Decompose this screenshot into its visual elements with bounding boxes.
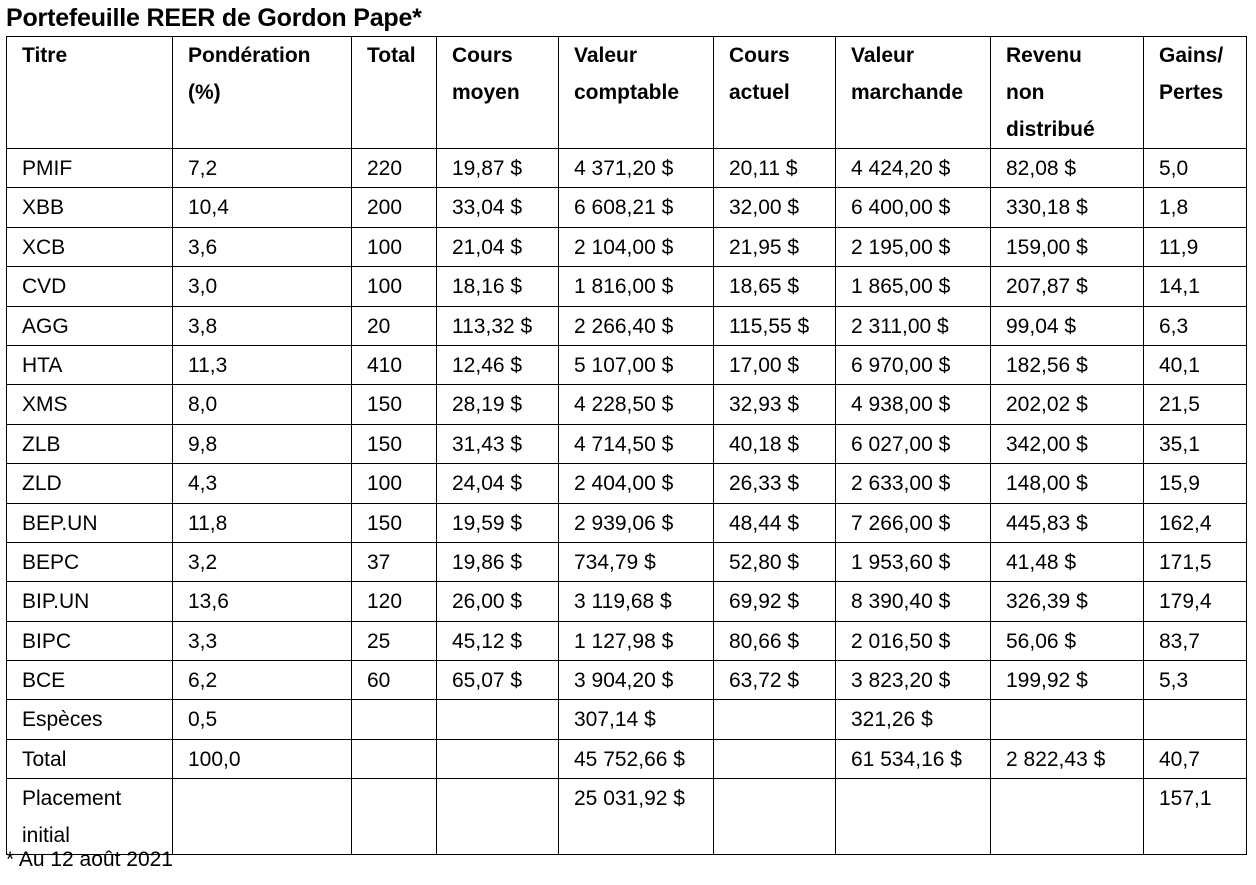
table-cell xyxy=(991,779,1144,855)
table-cell: 2 104,00 $ xyxy=(559,227,714,266)
table-cell: 4,3 xyxy=(173,464,352,503)
table-cell: 65,07 $ xyxy=(437,661,559,700)
table-cell: 56,06 $ xyxy=(991,621,1144,660)
header-line: Pondération xyxy=(188,44,311,67)
header-line: Valeur xyxy=(851,44,915,67)
table-cell: 150 xyxy=(352,385,437,424)
table-row xyxy=(7,149,1247,188)
table-cell: 6 608,21 $ xyxy=(559,188,714,227)
table-cell: 37 xyxy=(352,542,437,581)
page-title: Portefeuille REER de Gordon Pape* xyxy=(6,4,422,32)
table-cell: 14,1 xyxy=(1144,267,1247,306)
table-cell: 5,0 xyxy=(1144,149,1247,188)
table-cell: 19,59 $ xyxy=(437,503,559,542)
table-cell xyxy=(1144,700,1247,739)
table-cell: 445,83 $ xyxy=(991,503,1144,542)
header-valeur-marchande xyxy=(836,37,991,149)
table-cell: 19,86 $ xyxy=(437,542,559,581)
table-cell: 25 xyxy=(352,621,437,660)
table-cell: 2 266,40 $ xyxy=(559,306,714,345)
table-cell: 199,92 $ xyxy=(991,661,1144,700)
table-row xyxy=(7,464,1247,503)
table-cell: XMS xyxy=(7,385,173,424)
table-row xyxy=(7,621,1247,660)
table-cell: 3,8 xyxy=(173,306,352,345)
header-line: Revenu xyxy=(1006,44,1082,67)
table-cell: 3,3 xyxy=(173,621,352,660)
header-line: Cours xyxy=(729,44,790,67)
table-cell: 2 939,06 $ xyxy=(559,503,714,542)
table-cell: 4 371,20 $ xyxy=(559,149,714,188)
table-cell: BCE xyxy=(7,661,173,700)
table-row xyxy=(7,385,1247,424)
table-cell: 15,9 xyxy=(1144,464,1247,503)
table-cell: 19,87 $ xyxy=(437,149,559,188)
header-valeur-comptable xyxy=(559,37,714,149)
table-cell: 3 823,20 $ xyxy=(836,661,991,700)
header-line: distribué xyxy=(1006,118,1095,141)
table-cell: 6,2 xyxy=(173,661,352,700)
table-cell: 200 xyxy=(352,188,437,227)
table-cell: 20,11 $ xyxy=(714,149,836,188)
table-cell: 5 107,00 $ xyxy=(559,345,714,384)
table-cell: 11,9 xyxy=(1144,227,1247,266)
table-row xyxy=(7,227,1247,266)
table-cell: BEPC xyxy=(7,542,173,581)
table-cell: 41,48 $ xyxy=(991,542,1144,581)
header-line: Cours xyxy=(452,44,513,67)
table-row xyxy=(7,267,1247,306)
table-cell: 207,87 $ xyxy=(991,267,1144,306)
table-cell: 69,92 $ xyxy=(714,582,836,621)
table-cell: 734,79 $ xyxy=(559,542,714,581)
table-cell: 82,08 $ xyxy=(991,149,1144,188)
table-cell: 113,32 $ xyxy=(437,306,559,345)
table-cell: 24,04 $ xyxy=(437,464,559,503)
table-cell: 20 xyxy=(352,306,437,345)
table-cell: 150 xyxy=(352,424,437,463)
table-cell xyxy=(991,700,1144,739)
table-cell xyxy=(714,779,836,855)
table-cell: CVD xyxy=(7,267,173,306)
header-revenu-non-distribue xyxy=(991,37,1144,149)
table-cell: 6 400,00 $ xyxy=(836,188,991,227)
table-row xyxy=(7,188,1247,227)
table-cell xyxy=(437,700,559,739)
table-cell: 307,14 $ xyxy=(559,700,714,739)
table-cell: 342,00 $ xyxy=(991,424,1144,463)
table-cell: 61 534,16 $ xyxy=(836,739,991,778)
table-cell: HTA xyxy=(7,345,173,384)
table-cell: 2 016,50 $ xyxy=(836,621,991,660)
table-row xyxy=(7,503,1247,542)
table-cell: 48,44 $ xyxy=(714,503,836,542)
table-cell: 150 xyxy=(352,503,437,542)
table-cell: 40,1 xyxy=(1144,345,1247,384)
table-cell: 26,33 $ xyxy=(714,464,836,503)
header-titre xyxy=(7,37,173,149)
table-cell: 410 xyxy=(352,345,437,384)
table-cell: 40,18 $ xyxy=(714,424,836,463)
header-ponderation xyxy=(173,37,352,149)
table-cell: 162,4 xyxy=(1144,503,1247,542)
table-cell: 6 970,00 $ xyxy=(836,345,991,384)
table-cell xyxy=(836,779,991,855)
table-cell: 28,19 $ xyxy=(437,385,559,424)
header-line: actuel xyxy=(729,81,790,104)
table-cell: 32,00 $ xyxy=(714,188,836,227)
table-cell: 33,04 $ xyxy=(437,188,559,227)
table-cell: 2 404,00 $ xyxy=(559,464,714,503)
table-row xyxy=(7,582,1247,621)
table-cell: 171,5 xyxy=(1144,542,1247,581)
table-cell: 182,56 $ xyxy=(991,345,1144,384)
table-cell: 321,26 $ xyxy=(836,700,991,739)
table-row xyxy=(7,661,1247,700)
table-cell: 9,8 xyxy=(173,424,352,463)
table-cell: 179,4 xyxy=(1144,582,1247,621)
header-row xyxy=(7,37,1247,149)
table-row xyxy=(7,306,1247,345)
table-row xyxy=(7,739,1247,778)
table-cell: 80,66 $ xyxy=(714,621,836,660)
table-cell: 10,4 xyxy=(173,188,352,227)
table-row xyxy=(7,345,1247,384)
table-cell xyxy=(437,739,559,778)
table-cell: 31,43 $ xyxy=(437,424,559,463)
table-cell: 2 822,43 $ xyxy=(991,739,1144,778)
table-cell: 7 266,00 $ xyxy=(836,503,991,542)
table-body xyxy=(7,149,1247,855)
header-cours-actuel xyxy=(714,37,836,149)
table-cell: 115,55 $ xyxy=(714,306,836,345)
table-cell: 0,5 xyxy=(173,700,352,739)
table-cell: 6,3 xyxy=(1144,306,1247,345)
table-cell: 4 714,50 $ xyxy=(559,424,714,463)
table-cell: 159,00 $ xyxy=(991,227,1144,266)
table-cell: ZLD xyxy=(7,464,173,503)
table-cell: 326,39 $ xyxy=(991,582,1144,621)
header-line: Total xyxy=(367,44,416,67)
table-cell: 120 xyxy=(352,582,437,621)
table-cell: 7,2 xyxy=(173,149,352,188)
table-cell: 17,00 $ xyxy=(714,345,836,384)
table-cell: 45 752,66 $ xyxy=(559,739,714,778)
table-cell: AGG xyxy=(7,306,173,345)
table-cell: 40,7 xyxy=(1144,739,1247,778)
header-line: non xyxy=(1006,81,1045,104)
table-cell: 83,7 xyxy=(1144,621,1247,660)
table-cell: XCB xyxy=(7,227,173,266)
table-cell: 18,65 $ xyxy=(714,267,836,306)
table-row xyxy=(7,424,1247,463)
table-cell: 6 027,00 $ xyxy=(836,424,991,463)
table-row xyxy=(7,542,1247,581)
table-cell: 8 390,40 $ xyxy=(836,582,991,621)
header-line: (%) xyxy=(188,81,221,104)
table-cell xyxy=(714,700,836,739)
table-cell: 1 953,60 $ xyxy=(836,542,991,581)
table-cell: 1,8 xyxy=(1144,188,1247,227)
table-cell: 45,12 $ xyxy=(437,621,559,660)
header-total xyxy=(352,37,437,149)
table-cell: 60 xyxy=(352,661,437,700)
table-cell: 100,0 xyxy=(173,739,352,778)
table-cell: 2 195,00 $ xyxy=(836,227,991,266)
table-cell: 2 311,00 $ xyxy=(836,306,991,345)
table-cell: 202,02 $ xyxy=(991,385,1144,424)
table-cell: ZLB xyxy=(7,424,173,463)
portfolio-table xyxy=(6,36,1247,855)
table-cell: 100 xyxy=(352,464,437,503)
table-cell: 3,6 xyxy=(173,227,352,266)
table-cell: BIP.UN xyxy=(7,582,173,621)
table-cell: 157,1 xyxy=(1144,779,1247,855)
table-cell xyxy=(173,779,352,855)
table-cell: 26,00 $ xyxy=(437,582,559,621)
table-cell xyxy=(352,739,437,778)
table-cell: 25 031,92 $ xyxy=(559,779,714,855)
table-cell: 4 938,00 $ xyxy=(836,385,991,424)
table-cell: BEP.UN xyxy=(7,503,173,542)
table-row xyxy=(7,700,1247,739)
header-line: comptable xyxy=(574,81,680,104)
table-cell: 35,1 xyxy=(1144,424,1247,463)
header-gains-pertes xyxy=(1144,37,1247,149)
table-cell: Total xyxy=(7,739,173,778)
table-cell: 330,18 $ xyxy=(991,188,1144,227)
table-cell xyxy=(352,700,437,739)
table-cell: 3,0 xyxy=(173,267,352,306)
header-line: moyen xyxy=(452,81,520,104)
header-cours-moyen xyxy=(437,37,559,149)
table-cell: XBB xyxy=(7,188,173,227)
table-cell xyxy=(714,739,836,778)
table-cell: 8,0 xyxy=(173,385,352,424)
header-line: marchande xyxy=(851,81,964,104)
table-cell: 18,16 $ xyxy=(437,267,559,306)
table-cell: 52,80 $ xyxy=(714,542,836,581)
table-cell: 100 xyxy=(352,227,437,266)
header-line: Titre xyxy=(22,44,68,67)
table-cell: 99,04 $ xyxy=(991,306,1144,345)
table-cell: Espèces xyxy=(7,700,173,739)
table-cell: 11,3 xyxy=(173,345,352,384)
table-cell: 21,04 $ xyxy=(437,227,559,266)
table-cell: 63,72 $ xyxy=(714,661,836,700)
table-cell: 32,93 $ xyxy=(714,385,836,424)
table-cell: 4 424,20 $ xyxy=(836,149,991,188)
table-cell: 5,3 xyxy=(1144,661,1247,700)
table-cell: 148,00 $ xyxy=(991,464,1144,503)
table-cell xyxy=(437,779,559,855)
table-row-placement-initial xyxy=(7,779,1247,855)
table-cell: 3 904,20 $ xyxy=(559,661,714,700)
table-cell: 12,46 $ xyxy=(437,345,559,384)
header-line: Valeur xyxy=(574,44,638,67)
table-cell: 4 228,50 $ xyxy=(559,385,714,424)
table-cell: 13,6 xyxy=(173,582,352,621)
table-cell xyxy=(352,779,437,855)
header-line: Gains/ xyxy=(1159,44,1224,67)
table-cell: 1 816,00 $ xyxy=(559,267,714,306)
table-cell: Placement initial xyxy=(7,779,173,855)
table-cell: 3,2 xyxy=(173,542,352,581)
table-cell: 11,8 xyxy=(173,503,352,542)
table-cell: BIPC xyxy=(7,621,173,660)
table-cell: 3 119,68 $ xyxy=(559,582,714,621)
table-cell: PMIF xyxy=(7,149,173,188)
table-cell: 220 xyxy=(352,149,437,188)
header-line: Pertes xyxy=(1159,81,1224,104)
table-cell: 1 127,98 $ xyxy=(559,621,714,660)
table-cell: 1 865,00 $ xyxy=(836,267,991,306)
table-cell: 2 633,00 $ xyxy=(836,464,991,503)
table-cell: 21,95 $ xyxy=(714,227,836,266)
footnote: * Au 12 août 2021 xyxy=(6,848,173,871)
table-cell: 21,5 xyxy=(1144,385,1247,424)
table-cell: 100 xyxy=(352,267,437,306)
